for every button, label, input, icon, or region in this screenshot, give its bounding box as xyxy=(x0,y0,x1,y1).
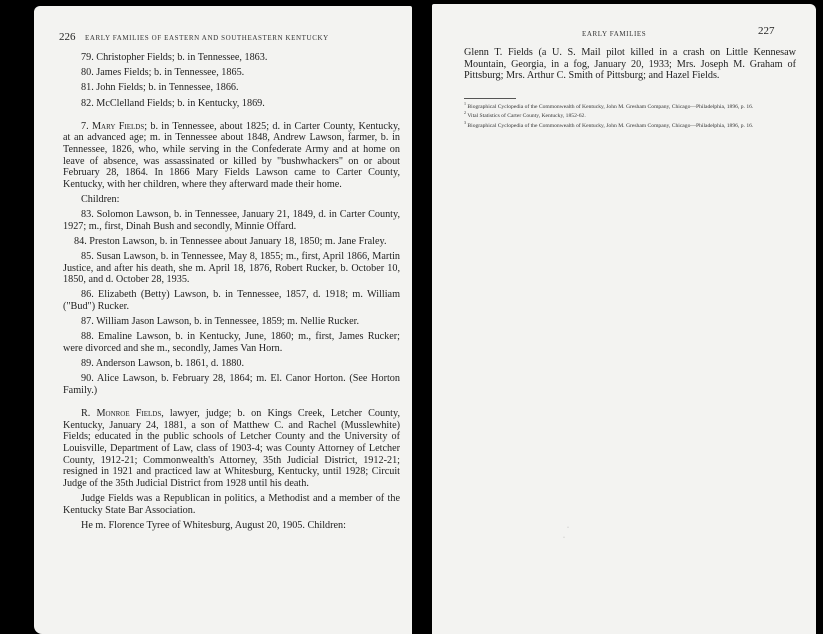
list-item: 88. Emaline Lawson, b. in Kentucky, June, 1860; m., first, James Rucker; were divorced and she m., secondly, James Van Horn. xyxy=(63,331,400,354)
children-label: Children: xyxy=(81,193,120,205)
list-item: 82. McClelland Fields; b. in Kentucky, 1869. xyxy=(81,97,265,109)
footnote xyxy=(464,101,796,110)
married-paragraph: He m. Florence Tyree of Whitesburg, August 20, 1905. Children: xyxy=(81,519,346,531)
right-page-number: 227 xyxy=(758,25,775,37)
footnote-text: Vital Statistics of Carter County, Kentucky, 1852-62. xyxy=(467,113,586,120)
right-page xyxy=(432,4,816,634)
list-item: 81. John Fields; b. in Tennessee, 1866. xyxy=(81,82,239,94)
footnote-mark: 3 xyxy=(464,119,466,125)
left-page xyxy=(34,6,412,634)
footnote-rule xyxy=(464,98,516,99)
continuation-paragraph: Glenn T. Fields (a U. S. Mail pilot killed in a crash on Little Kennesaw Mountain, Georgia, in a fog, January 20, 1933; Mrs. Joseph M. Graham of Pittsburg; Mrs. Arthur C. Smith of Pittsburg; and Hazel Fields. xyxy=(464,47,796,82)
footnote-text: Biographical Cyclopedia of the Commonwealth of Kentucky, John M. Gresham Company, Chicago—Philadelphia, 1896, p. 16. xyxy=(467,122,754,129)
stray-mark: · xyxy=(567,525,569,531)
right-running-head: EARLY FAMILIES xyxy=(582,30,647,38)
right-page-body xyxy=(464,47,796,85)
judge-paragraph: Judge Fields was a Republican in politics, a Methodist and a member of the Kentucky State Bar Association. xyxy=(63,492,400,516)
mary-fields-paragraph xyxy=(63,121,400,191)
footnote-text: Biographical Cyclopedia of the Commonwealth of Kentucky, John M. Gresham Company, Chicago—Philadelphia, 1896, p. 16. xyxy=(467,103,754,110)
left-running-head: EARLY FAMILIES OF EASTERN AND SOUTHEASTERN KENTUCKY xyxy=(85,34,329,42)
footnote xyxy=(464,120,796,129)
monroe-prefix: R. xyxy=(81,408,91,420)
monroe-name: Monroe Fields xyxy=(96,408,162,420)
list-item: 83. Solomon Lawson, b. in Tennessee, January 21, 1849, d. in Carter County, 1927; m., first, Dinah Bush and secondly, Minnie Offard. xyxy=(63,209,400,232)
stray-mark: · xyxy=(563,535,565,541)
list-item: 87. William Jason Lawson, b. in Tennessee, 1859; m. Nellie Rucker. xyxy=(81,316,360,328)
left-page-body xyxy=(63,52,400,535)
list-item: 86. Elizabeth (Betty) Lawson, b. in Tennessee, 1857, d. 1918; m. William ("Bud") Rucker. xyxy=(63,289,400,313)
mary-text: ; b. in Tennessee, about 1825; d. in Carter County, Kentucky, at an advanced age; m. in Tennessee about 1848, Andrew Lawson, farmer, b. in Tennessee, 1826, who, while serving in the Confederate Army and at home on leave of absence, was assassinated or killed by "bushwhackers" on or about February 28, 1864. In 1866 Mary Fields Lawson came to Carter County, Kentucky, with her children, where they afterward made their home. xyxy=(63,120,400,190)
left-page-number: 226 xyxy=(59,31,76,43)
mary-number: 7. xyxy=(81,120,89,132)
footnote-mark: 1 xyxy=(464,101,466,106)
footnote xyxy=(464,110,796,119)
monroe-text: , lawyer, judge; b. on Kings Creek, Letcher County, Kentucky, January 24, 1881, a son of Matthew C. and Rachel (Musslewhite) Fields; educated in the public schools of Letcher County and the University of Louisville, Department of Law, class of 1903-4; was County Attorney of Letcher County, 1912-21; Commonwealth's Attorney, 35th Judicial District, 1912-21; resigned in 1921 and practiced law at Whitesburg, Kentucky, until 1928; Circuit Judge of the 35th Judicial District from 1928 until his death. xyxy=(63,408,400,489)
footnote-mark: 2 xyxy=(464,110,466,116)
list-item: 79. Christopher Fields; b. in Tennessee, 1863. xyxy=(81,52,268,63)
list-item: 89. Anderson Lawson, b. 1861, d. 1880. xyxy=(81,358,244,370)
list-item: 85. Susan Lawson, b. in Tennessee, May 8, 1855; m., first, April 1866, Martin Justice, and after his death, she m. April 18, 1876, Robert Rucker, b. October 10, 1850, and d. October 28, 1935. xyxy=(63,251,400,286)
list-item: 80. James Fields; b. in Tennessee, 1865. xyxy=(81,67,245,79)
mary-name: Mary Fields xyxy=(91,120,145,132)
monroe-fields-paragraph xyxy=(63,408,400,489)
footnotes xyxy=(464,101,796,129)
list-item: 90. Alice Lawson, b. February 28, 1864; m. El. Canor Horton. (See Horton Family.) xyxy=(63,373,400,396)
list-item: 84. Preston Lawson, b. in Tennessee about January 18, 1850; m. Jane Fraley. xyxy=(74,235,387,247)
